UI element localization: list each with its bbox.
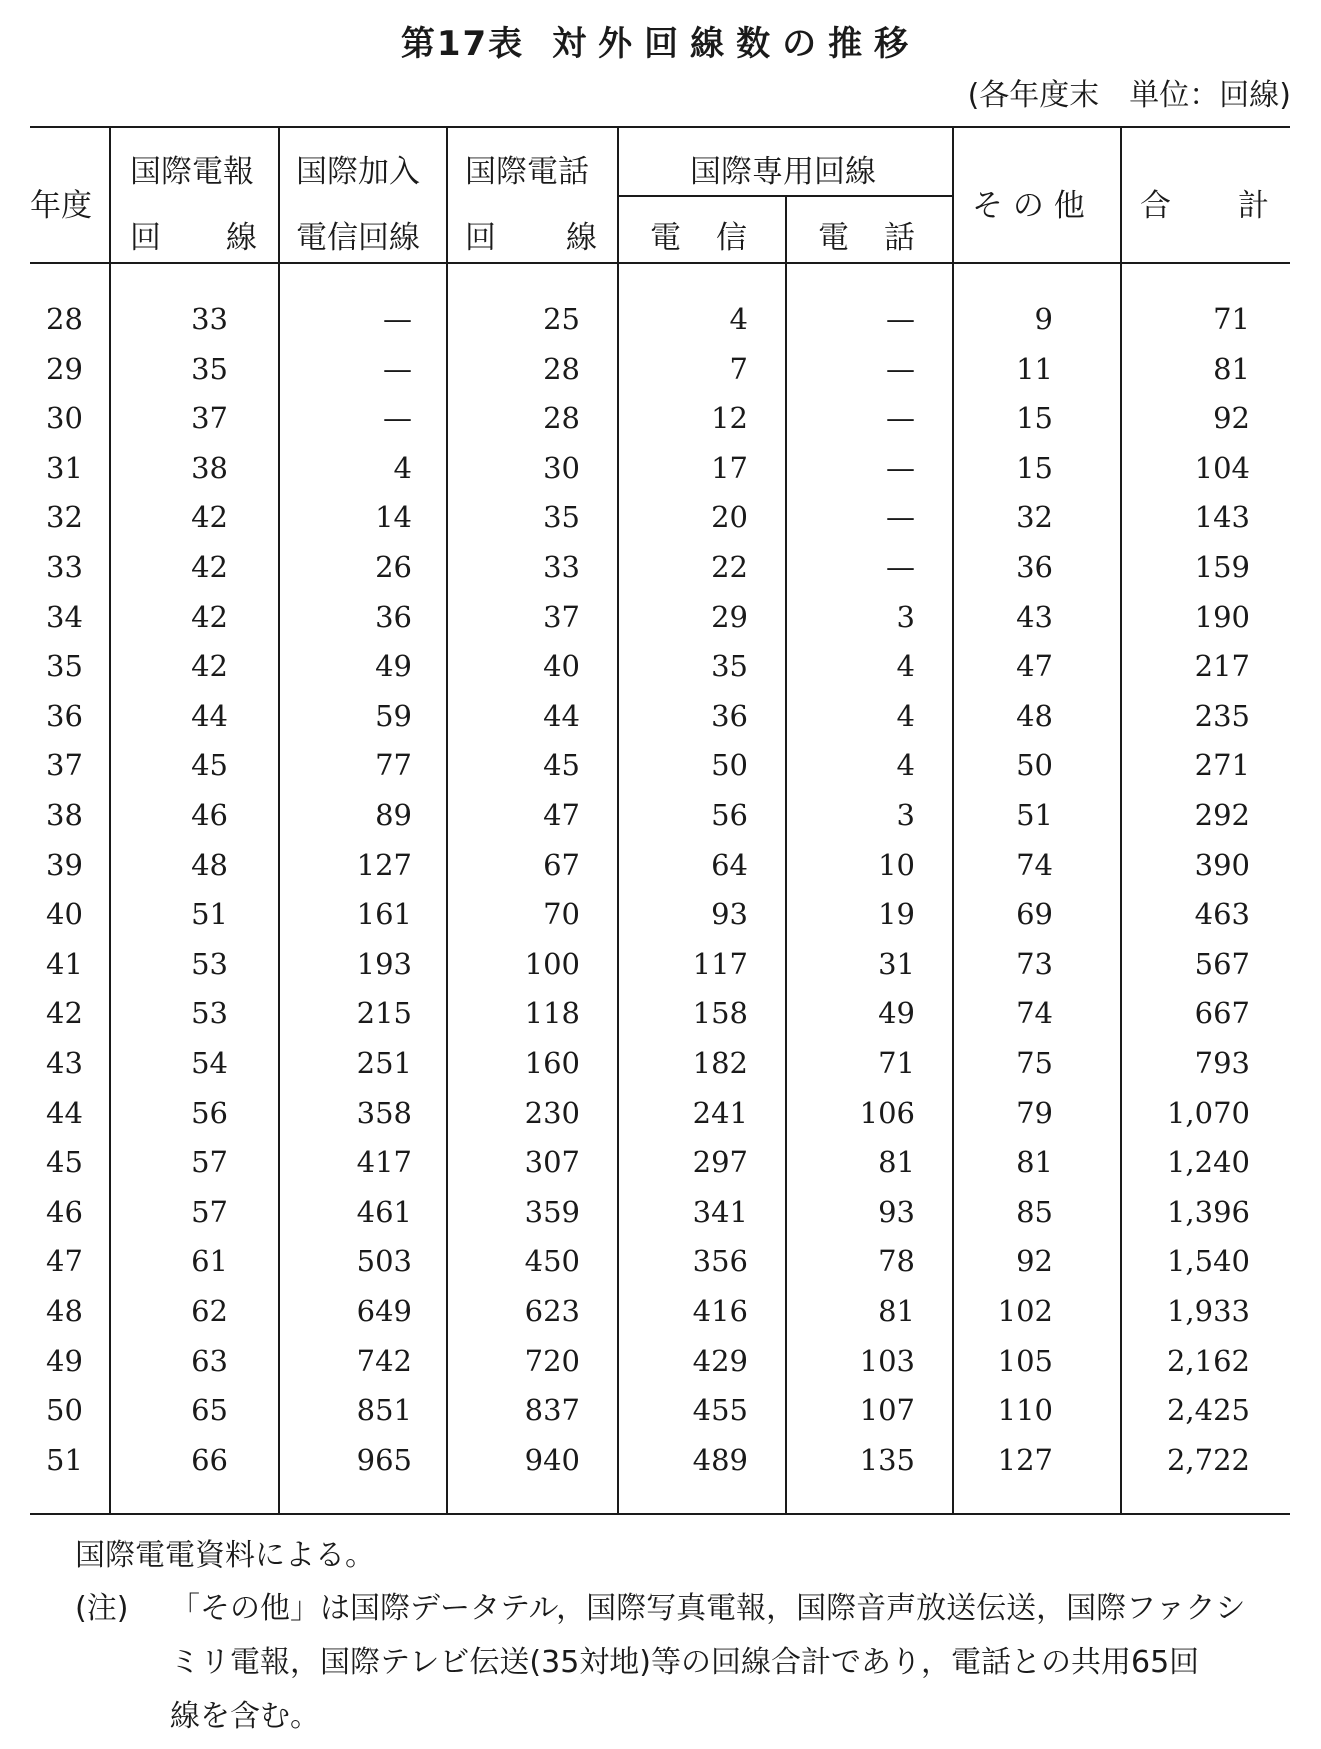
row-year: 45 [46, 1145, 83, 1179]
row-year: 33 [46, 550, 83, 584]
cell-total: 71 [1213, 302, 1250, 336]
cell-other: 73 [1016, 947, 1053, 981]
cell-leased-telegraph: 64 [711, 848, 748, 882]
cell-phone: 47 [543, 798, 580, 832]
cell-leased-telegraph: 7 [729, 352, 748, 386]
header-leased-telegraph-a: 電 [650, 220, 681, 256]
table-top-rule [30, 126, 1290, 128]
cell-leased-telegraph: 4 [729, 302, 748, 336]
cell-leased-phone: 103 [859, 1344, 915, 1378]
cell-phone: 720 [524, 1344, 580, 1378]
cell-phone: 450 [524, 1244, 580, 1278]
cell-telex: 49 [375, 649, 412, 683]
cell-phone: 25 [543, 302, 580, 336]
cell-telegraph: 38 [191, 451, 228, 485]
cell-telex: 358 [356, 1096, 412, 1130]
col-divider-6 [952, 126, 954, 1513]
cell-telex: 965 [356, 1443, 412, 1477]
cell-telegraph: 63 [191, 1344, 228, 1378]
row-year: 44 [46, 1096, 83, 1130]
cell-other: 48 [1016, 699, 1053, 733]
cell-total: 463 [1194, 897, 1250, 931]
cell-telex: — [383, 352, 412, 386]
cell-leased-telegraph: 297 [692, 1145, 748, 1179]
cell-total: 159 [1194, 550, 1250, 584]
cell-phone: 40 [543, 649, 580, 683]
row-year: 35 [46, 649, 83, 683]
row-year: 51 [46, 1443, 83, 1477]
cell-telex: 461 [356, 1195, 412, 1229]
cell-leased-phone: — [886, 352, 915, 386]
cell-total: 271 [1194, 748, 1250, 782]
cell-leased-phone: 71 [878, 1046, 915, 1080]
header-phone-2b: 線 [566, 220, 597, 256]
cell-telex: 417 [356, 1145, 412, 1179]
cell-telegraph: 65 [191, 1393, 228, 1427]
cell-other: 43 [1016, 600, 1053, 634]
cell-leased-phone: 49 [878, 996, 915, 1030]
cell-leased-phone: — [886, 401, 915, 435]
cell-other: 75 [1016, 1046, 1053, 1080]
col-divider-7 [1120, 126, 1122, 1513]
cell-leased-telegraph: 241 [692, 1096, 748, 1130]
cell-leased-phone: — [886, 550, 915, 584]
cell-telex: 127 [356, 848, 412, 882]
cell-leased-phone: 135 [859, 1443, 915, 1477]
row-year: 50 [46, 1393, 83, 1427]
cell-telegraph: 57 [191, 1145, 228, 1179]
cell-telex: — [383, 401, 412, 435]
cell-telegraph: 54 [191, 1046, 228, 1080]
header-telegraph-2b: 線 [226, 220, 257, 256]
header-telex-1: 国際加入 [296, 154, 420, 190]
cell-total: 81 [1213, 352, 1250, 386]
row-year: 40 [46, 897, 83, 931]
cell-telex: 89 [375, 798, 412, 832]
header-total-a: 合 [1140, 188, 1171, 224]
cell-other: 74 [1016, 848, 1053, 882]
table-title [0, 16, 1321, 65]
cell-phone: 837 [524, 1393, 580, 1427]
cell-other: 32 [1016, 500, 1053, 534]
header-leased-telegraph-b: 信 [716, 220, 747, 256]
header-other: そ の 他 [972, 188, 1085, 224]
cell-leased-phone: 93 [878, 1195, 915, 1229]
cell-phone: 100 [524, 947, 580, 981]
cell-phone: 45 [543, 748, 580, 782]
cell-leased-phone: 106 [859, 1096, 915, 1130]
row-year: 36 [46, 699, 83, 733]
note-line-3: 線を含む。 [170, 1699, 320, 1734]
cell-telex: 59 [375, 699, 412, 733]
cell-leased-phone: 78 [878, 1244, 915, 1278]
cell-total: 1,540 [1166, 1244, 1250, 1278]
cell-phone: 37 [543, 600, 580, 634]
cell-telex: — [383, 302, 412, 336]
header-telex-2: 電信回線 [296, 220, 420, 256]
header-leased-phone-b: 話 [884, 220, 915, 256]
cell-total: 143 [1194, 500, 1250, 534]
cell-leased-phone: 107 [859, 1393, 915, 1427]
cell-total: 235 [1194, 699, 1250, 733]
cell-leased-telegraph: 158 [692, 996, 748, 1030]
table-number: 第17表 [400, 24, 525, 64]
cell-other: 110 [997, 1393, 1053, 1427]
cell-leased-telegraph: 356 [692, 1244, 748, 1278]
cell-telex: 36 [375, 600, 412, 634]
cell-phone: 28 [543, 401, 580, 435]
cell-telex: 26 [375, 550, 412, 584]
cell-telegraph: 45 [191, 748, 228, 782]
cell-leased-telegraph: 56 [711, 798, 748, 832]
row-year: 49 [46, 1344, 83, 1378]
cell-leased-phone: 3 [896, 798, 915, 832]
col-divider-3 [446, 126, 448, 1513]
row-year: 46 [46, 1195, 83, 1229]
row-year: 37 [46, 748, 83, 782]
cell-leased-telegraph: 29 [711, 600, 748, 634]
cell-leased-phone: — [886, 451, 915, 485]
cell-telegraph: 62 [191, 1294, 228, 1328]
cell-telegraph: 37 [191, 401, 228, 435]
row-year: 28 [46, 302, 83, 336]
source-note: 国際電電資料による。 [75, 1538, 375, 1573]
cell-leased-phone: — [886, 500, 915, 534]
cell-phone: 28 [543, 352, 580, 386]
cell-leased-phone: 19 [878, 897, 915, 931]
cell-telegraph: 48 [191, 848, 228, 882]
cell-phone: 33 [543, 550, 580, 584]
cell-total: 390 [1194, 848, 1250, 882]
cell-leased-phone: 4 [896, 699, 915, 733]
cell-other: 15 [1016, 451, 1053, 485]
table-bottom-rule [30, 1513, 1290, 1515]
cell-leased-phone: 10 [878, 848, 915, 882]
cell-telex: 77 [375, 748, 412, 782]
note-line-1: 「その他」は国際データテル，国際写真電報，国際音声放送伝送，国際ファクシ [170, 1591, 1246, 1626]
cell-leased-telegraph: 35 [711, 649, 748, 683]
row-year: 34 [46, 600, 83, 634]
cell-other: 47 [1016, 649, 1053, 683]
cell-telex: 851 [356, 1393, 412, 1427]
header-leased-phone-a: 電 [818, 220, 849, 256]
cell-telex: 215 [356, 996, 412, 1030]
cell-leased-telegraph: 50 [711, 748, 748, 782]
row-year: 30 [46, 401, 83, 435]
cell-leased-phone: 3 [896, 600, 915, 634]
cell-telex: 4 [393, 451, 412, 485]
cell-leased-phone: 31 [878, 947, 915, 981]
cell-leased-telegraph: 117 [692, 947, 748, 981]
cell-other: 15 [1016, 401, 1053, 435]
cell-telex: 251 [356, 1046, 412, 1080]
header-year: 年度 [30, 188, 92, 224]
cell-total: 92 [1213, 401, 1250, 435]
row-year: 31 [46, 451, 83, 485]
cell-leased-telegraph: 489 [692, 1443, 748, 1477]
row-year: 32 [46, 500, 83, 534]
cell-telegraph: 44 [191, 699, 228, 733]
cell-phone: 67 [543, 848, 580, 882]
header-total-b: 計 [1238, 188, 1269, 224]
cell-telegraph: 33 [191, 302, 228, 336]
note-label: (注) [75, 1591, 129, 1626]
cell-telegraph: 56 [191, 1096, 228, 1130]
cell-total: 2,722 [1166, 1443, 1250, 1477]
note-line-2: ミリ電報，国際テレビ伝送(35対地)等の回線合計であり，電話との共用65回 [170, 1645, 1200, 1680]
cell-leased-telegraph: 17 [711, 451, 748, 485]
cell-leased-telegraph: 22 [711, 550, 748, 584]
cell-telegraph: 53 [191, 947, 228, 981]
cell-total: 567 [1194, 947, 1250, 981]
cell-leased-telegraph: 182 [692, 1046, 748, 1080]
row-year: 41 [46, 947, 83, 981]
cell-telex: 649 [356, 1294, 412, 1328]
cell-total: 1,070 [1166, 1096, 1250, 1130]
cell-leased-phone: 81 [878, 1145, 915, 1179]
cell-phone: 118 [524, 996, 580, 1030]
cell-total: 1,396 [1166, 1195, 1250, 1229]
cell-telegraph: 57 [191, 1195, 228, 1229]
cell-telegraph: 46 [191, 798, 228, 832]
cell-telegraph: 42 [191, 600, 228, 634]
cell-telegraph: 61 [191, 1244, 228, 1278]
cell-telex: 14 [375, 500, 412, 534]
cell-telegraph: 53 [191, 996, 228, 1030]
cell-other: 105 [997, 1344, 1053, 1378]
cell-total: 1,240 [1166, 1145, 1250, 1179]
cell-telex: 161 [356, 897, 412, 931]
row-year: 39 [46, 848, 83, 882]
col-divider-2 [278, 126, 280, 1513]
cell-total: 217 [1194, 649, 1250, 683]
cell-telex: 742 [356, 1344, 412, 1378]
cell-phone: 70 [543, 897, 580, 931]
cell-telegraph: 35 [191, 352, 228, 386]
cell-telegraph: 42 [191, 500, 228, 534]
cell-total: 2,162 [1166, 1344, 1250, 1378]
cell-leased-telegraph: 429 [692, 1344, 748, 1378]
cell-telegraph: 51 [191, 897, 228, 931]
cell-leased-telegraph: 20 [711, 500, 748, 534]
cell-total: 104 [1194, 451, 1250, 485]
cell-leased-phone: 4 [896, 649, 915, 683]
cell-phone: 44 [543, 699, 580, 733]
cell-telegraph: 42 [191, 550, 228, 584]
cell-phone: 307 [524, 1145, 580, 1179]
header-phone-2a: 回 [465, 220, 496, 256]
table-title-text: 対外回線数の推移 [552, 24, 921, 64]
cell-leased-phone: 81 [878, 1294, 915, 1328]
header-telegraph-1: 国際電報 [130, 154, 254, 190]
unit-note: (各年度末 単位：回線) [967, 78, 1291, 113]
cell-phone: 160 [524, 1046, 580, 1080]
row-year: 42 [46, 996, 83, 1030]
cell-other: 79 [1016, 1096, 1053, 1130]
cell-telegraph: 42 [191, 649, 228, 683]
row-year: 47 [46, 1244, 83, 1278]
cell-total: 793 [1194, 1046, 1250, 1080]
cell-other: 69 [1016, 897, 1053, 931]
cell-telex: 193 [356, 947, 412, 981]
cell-other: 92 [1016, 1244, 1053, 1278]
header-leased: 国際専用回線 [690, 154, 876, 190]
cell-leased-telegraph: 36 [711, 699, 748, 733]
header-telegraph-2a: 回 [130, 220, 161, 256]
cell-phone: 940 [524, 1443, 580, 1477]
cell-other: 11 [1016, 352, 1053, 386]
cell-leased-phone: — [886, 302, 915, 336]
cell-leased-phone: 4 [896, 748, 915, 782]
cell-other: 9 [1034, 302, 1053, 336]
cell-other: 74 [1016, 996, 1053, 1030]
cell-leased-telegraph: 455 [692, 1393, 748, 1427]
cell-total: 1,933 [1166, 1294, 1250, 1328]
header-phone-1: 国際電話 [465, 154, 589, 190]
cell-leased-telegraph: 341 [692, 1195, 748, 1229]
cell-phone: 230 [524, 1096, 580, 1130]
header-bottom-rule [30, 262, 1290, 264]
cell-phone: 35 [543, 500, 580, 534]
row-year: 43 [46, 1046, 83, 1080]
cell-total: 190 [1194, 600, 1250, 634]
cell-leased-telegraph: 93 [711, 897, 748, 931]
cell-other: 127 [997, 1443, 1053, 1477]
cell-telex: 503 [356, 1244, 412, 1278]
cell-other: 102 [997, 1294, 1053, 1328]
cell-leased-telegraph: 416 [692, 1294, 748, 1328]
col-divider-1 [109, 126, 111, 1513]
cell-total: 292 [1194, 798, 1250, 832]
row-year: 38 [46, 798, 83, 832]
cell-other: 81 [1016, 1145, 1053, 1179]
cell-other: 51 [1016, 798, 1053, 832]
cell-phone: 30 [543, 451, 580, 485]
row-year: 48 [46, 1294, 83, 1328]
row-year: 29 [46, 352, 83, 386]
cell-other: 85 [1016, 1195, 1053, 1229]
cell-other: 50 [1016, 748, 1053, 782]
cell-telegraph: 66 [191, 1443, 228, 1477]
cell-phone: 623 [524, 1294, 580, 1328]
cell-leased-telegraph: 12 [711, 401, 748, 435]
col-divider-4 [617, 126, 619, 1513]
cell-phone: 359 [524, 1195, 580, 1229]
cell-total: 667 [1194, 996, 1250, 1030]
cell-other: 36 [1016, 550, 1053, 584]
col-divider-5 [785, 196, 787, 1513]
cell-total: 2,425 [1166, 1393, 1250, 1427]
